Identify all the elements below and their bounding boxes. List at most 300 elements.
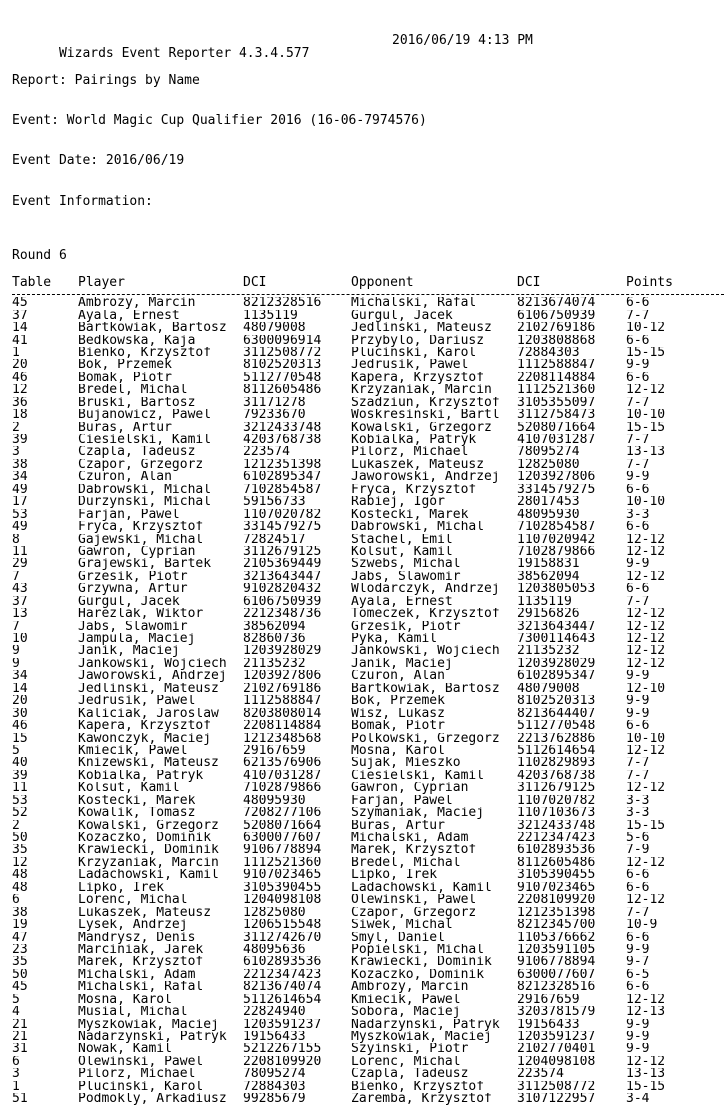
points: 13-13	[626, 1068, 666, 1081]
player-name: Musial, Michal	[78, 1006, 188, 1019]
points: 6-6	[626, 931, 650, 944]
player-dci: 3314579275	[243, 521, 322, 534]
opponent-name: Jaworowski, Andrzej	[351, 471, 500, 484]
points: 6-6	[626, 981, 650, 994]
table-number: 14	[12, 322, 28, 335]
points: 9-9	[626, 359, 650, 372]
column-header-opponent: Opponent	[351, 276, 414, 290]
player-dci: 48095636	[243, 943, 306, 957]
table-row	[12, 1093, 724, 1105]
player-name: Czapla, Tadeusz	[78, 446, 196, 459]
player-name: Farjan, Pawel	[78, 508, 180, 522]
table-number: 39	[12, 434, 28, 447]
opponent-name: Czuron, Alan	[351, 670, 445, 683]
table-row	[12, 894, 724, 906]
table-number: 20	[12, 359, 28, 372]
player-name: Grzesik, Piotr	[78, 570, 188, 584]
table-row	[12, 708, 724, 720]
opponent-name: Kmiecik, Pawel	[351, 993, 461, 1007]
player-dci: 5112770548	[243, 371, 322, 385]
table-number: 35	[12, 956, 28, 969]
player-dci: 2105369449	[243, 558, 322, 571]
player-name: Bedkowska, Kaja	[78, 334, 196, 347]
table-row	[12, 1081, 724, 1093]
points: 7-7	[626, 434, 650, 447]
points: 9-7	[626, 956, 650, 969]
player-dci: 4203768738	[243, 434, 322, 447]
player-dci: 7102879866	[243, 782, 322, 795]
opponent-dci: 6300077607	[517, 968, 596, 982]
opponent-name: Siwek, Michal	[351, 919, 453, 932]
opponent-dci: 8213674074	[517, 297, 596, 310]
points: 12-12	[626, 744, 666, 758]
opponent-name: Marek, Krzysztof	[351, 844, 477, 857]
opponent-name: Krawiecki, Dominik	[351, 956, 492, 969]
player-dci: 8112605486	[243, 384, 322, 397]
opponent-name: Kowalski, Grzegorz	[351, 421, 492, 435]
opponent-name: Krzyzaniak, Marcin	[351, 384, 492, 397]
opponent-dci: 9106778894	[517, 956, 596, 969]
points: 7-7	[626, 396, 650, 410]
table-number: 51	[12, 1093, 28, 1106]
points: 6-6	[626, 371, 650, 385]
report-header	[12, 7, 724, 235]
table-row	[12, 558, 724, 570]
opponent-name: Bomak, Piotr	[351, 720, 445, 733]
player-name: Dabrowski, Michal	[78, 483, 212, 497]
points: 12-12	[626, 782, 666, 795]
player-name: Kowalik, Tomasz	[78, 807, 196, 820]
table-number: 12	[12, 856, 28, 870]
opponent-name: Pyka, Kamil	[351, 633, 438, 646]
points: 7-9	[626, 844, 650, 857]
points: 10-10	[626, 496, 666, 509]
points: 12-10	[626, 682, 666, 696]
table-number: 17	[12, 496, 28, 509]
opponent-dci: 2208109920	[517, 894, 596, 907]
points: 9-9	[626, 695, 650, 708]
opponent-name: Janik, Maciej	[351, 657, 453, 671]
points: 15-15	[626, 421, 666, 435]
opponent-dci: 1135119	[517, 595, 572, 609]
player-dci: 8213674074	[243, 981, 322, 994]
points: 9-9	[626, 943, 650, 957]
pairings-report	[12, 7, 724, 1106]
table-number: 3	[12, 446, 20, 459]
opponent-name: Fryca, Krzysztof	[351, 483, 477, 497]
table-row	[12, 844, 724, 856]
table-row	[12, 1031, 724, 1043]
opponent-dci: 2208114884	[517, 371, 596, 385]
table-number: 19	[12, 919, 28, 932]
points: 6-6	[626, 881, 650, 895]
player-name: Plucinski, Karol	[78, 1080, 204, 1094]
player-name: Knizewski, Mateusz	[78, 757, 219, 770]
player-dci: 6300077607	[243, 832, 322, 845]
player-name: Krawiecki, Dominik	[78, 844, 219, 857]
player-name: Jedlinski, Mateusz	[78, 682, 219, 696]
opponent-dci: 4107031287	[517, 434, 596, 447]
opponent-dci: 8212328516	[517, 981, 596, 994]
player-dci: 59156733	[243, 496, 306, 509]
player-name: Janik, Maciej	[78, 645, 180, 658]
table-row	[12, 546, 724, 558]
opponent-name: Kapera, Krzysztof	[351, 371, 485, 385]
player-name: Ayala, Ernest	[78, 309, 180, 323]
table-number: 34	[12, 471, 28, 484]
table-row	[12, 1043, 724, 1055]
opponent-name: Ambrozy, Marcin	[351, 981, 469, 994]
opponent-name: Sujak, Mieszko	[351, 757, 461, 770]
table-row	[12, 981, 724, 993]
points: 9-9	[626, 670, 650, 683]
opponent-name: Gawron, Cyprian	[351, 782, 469, 795]
table-row	[12, 633, 724, 645]
opponent-dci: 1203591105	[517, 943, 596, 957]
column-headers	[12, 276, 724, 290]
table-row	[12, 521, 724, 533]
opponent-dci: 6106750939	[517, 309, 596, 323]
player-dci: 3213643447	[243, 570, 322, 584]
player-dci: 1206515548	[243, 919, 322, 932]
opponent-dci: 3112679125	[517, 782, 596, 795]
points: 13-13	[626, 446, 666, 459]
player-dci: 3212433748	[243, 421, 322, 435]
player-name: Krzyzaniak, Marcin	[78, 856, 219, 870]
opponent-name: Myszkowiak, Maciej	[351, 1031, 492, 1044]
points: 9-9	[626, 558, 650, 571]
opponent-dci: 5112614654	[517, 744, 596, 758]
opponent-dci: 1203805053	[517, 583, 596, 596]
table-number: 11	[12, 545, 28, 559]
points: 6-6	[626, 869, 650, 882]
table-row	[12, 670, 724, 682]
player-name: Grzywna, Artur	[78, 583, 188, 596]
player-name: Grajewski, Bartek	[78, 558, 212, 571]
table-number: 35	[12, 844, 28, 857]
opponent-name: Wlodarczyk, Andrzej	[351, 583, 500, 596]
table-number: 1	[12, 1080, 20, 1094]
column-header-dci: DCI	[243, 276, 267, 290]
points: 7-7	[626, 757, 650, 770]
player-name: Kowalski, Grzegorz	[78, 819, 219, 833]
table-number: 45	[12, 297, 28, 310]
player-name: Jankowski, Wojciech	[78, 657, 227, 671]
opponent-name: Woskresinski, Bartl	[351, 409, 500, 422]
opponent-dci: 9107023465	[517, 881, 596, 895]
player-dci: 1212348568	[243, 732, 322, 745]
table-number: 38	[12, 458, 28, 472]
opponent-dci: 1107020942	[517, 533, 596, 546]
points: 9-9	[626, 707, 650, 721]
table-row	[12, 335, 724, 347]
player-dci: 7208277106	[243, 807, 322, 820]
opponent-dci: 5208071664	[517, 421, 596, 435]
player-name: Kostecki, Marek	[78, 794, 196, 808]
event-name: Event: World Magic Cup Qualifier 2016 (16-06-7974576)	[12, 113, 427, 129]
opponent-dci: 1112521360	[517, 384, 596, 397]
opponent-dci: 1203927806	[517, 471, 596, 484]
table-number: 30	[12, 707, 28, 721]
player-name: Fryca, Krzysztof	[78, 521, 204, 534]
player-name: Bok, Przemek	[78, 359, 172, 372]
points: 7-7	[626, 309, 650, 323]
table-number: 3	[12, 1068, 20, 1081]
points: 9-9	[626, 1043, 650, 1056]
points: 12-12	[626, 993, 666, 1007]
points: 7-7	[626, 906, 650, 920]
points: 9-9	[626, 1018, 650, 1032]
opponent-dci: 2102770401	[517, 1043, 596, 1056]
player-dci: 9107023465	[243, 869, 322, 882]
event-information: Event Information:	[12, 193, 153, 209]
table-number: 50	[12, 832, 28, 845]
table-row	[12, 509, 724, 521]
player-name: Gajewski, Michal	[78, 533, 204, 546]
player-name: Kolsut, Kamil	[78, 782, 180, 795]
table-row	[12, 359, 724, 371]
opponent-dci: 78095274	[517, 446, 580, 459]
table-number: 21	[12, 1018, 28, 1032]
points: 15-15	[626, 1080, 666, 1094]
opponent-name: Mosna, Karol	[351, 744, 445, 758]
points: 12-12	[626, 545, 666, 559]
opponent-dci: 1112588847	[517, 359, 596, 372]
points: 12-13	[626, 1006, 666, 1019]
player-dci: 6300096914	[243, 334, 322, 347]
opponent-dci: 3213643447	[517, 620, 596, 634]
opponent-name: Szymaniak, Maciej	[351, 807, 485, 820]
player-name: Ladachowski, Kamil	[78, 869, 219, 882]
player-name: Pilorz, Michael	[78, 1068, 196, 1081]
points: 6-6	[626, 583, 650, 596]
player-dci: 2208114884	[243, 720, 322, 733]
points: 6-6	[626, 334, 650, 347]
opponent-name: Kozaczko, Dominik	[351, 968, 485, 982]
points: 15-15	[626, 819, 666, 833]
opponent-dci: 19158831	[517, 558, 580, 571]
table-row	[12, 384, 724, 396]
table-row	[12, 434, 724, 446]
table-number: 5	[12, 993, 20, 1007]
pairings-table	[12, 297, 724, 1105]
player-dci: 79233670	[243, 409, 306, 422]
points: 3-4	[626, 1093, 650, 1106]
opponent-dci: 2212347423	[517, 832, 596, 845]
opponent-dci: 1203928029	[517, 657, 596, 671]
table-row	[12, 608, 724, 620]
opponent-name: Lipko, Irek	[351, 869, 438, 882]
player-dci: 2208109920	[243, 1055, 322, 1069]
opponent-name: Polkowski, Grzegorz	[351, 732, 500, 745]
player-dci: 2212347423	[243, 968, 322, 982]
opponent-dci: 1203808868	[517, 334, 596, 347]
opponent-dci: 3105355097	[517, 396, 596, 410]
opponent-dci: 1107103673	[517, 807, 596, 820]
opponent-dci: 1105376662	[517, 931, 596, 944]
player-name: Nowak, Kamil	[78, 1043, 172, 1056]
table-number: 53	[12, 794, 28, 808]
table-row	[12, 534, 724, 546]
points: 12-12	[626, 657, 666, 671]
player-name: Kapera, Krzysztof	[78, 720, 212, 733]
player-dci: 3112679125	[243, 545, 322, 559]
opponent-dci: 3203781579	[517, 1006, 596, 1019]
table-row	[12, 322, 724, 334]
round-title: Round 6	[12, 247, 67, 263]
player-dci: 6213576906	[243, 757, 322, 770]
table-number: 31	[12, 1043, 28, 1056]
opponent-dci: 3112758473	[517, 409, 596, 422]
player-dci: 78095274	[243, 1068, 306, 1081]
table-number: 47	[12, 931, 28, 944]
points: 12-12	[626, 608, 666, 621]
opponent-name: Czapor, Grzegorz	[351, 906, 477, 920]
player-name: Olewinski, Pawel	[78, 1055, 204, 1069]
points: 3-3	[626, 807, 650, 820]
points: 12-12	[626, 633, 666, 646]
points: 10-10	[626, 409, 666, 422]
table-number: 20	[12, 695, 28, 708]
table-row	[12, 583, 724, 595]
table-row	[12, 683, 724, 695]
opponent-dci: 48079008	[517, 682, 580, 696]
player-dci: 1203927806	[243, 670, 322, 683]
table-row	[12, 571, 724, 583]
table-number: 4	[12, 1006, 20, 1019]
points: 12-12	[626, 570, 666, 584]
player-name: Bartkowiak, Bartosz	[78, 322, 227, 335]
table-number: 50	[12, 968, 28, 982]
player-dci: 48079008	[243, 322, 306, 335]
table-row	[12, 621, 724, 633]
points: 6-6	[626, 720, 650, 733]
opponent-name: Stachel, Emil	[351, 533, 453, 546]
points: 3-3	[626, 508, 650, 522]
opponent-name: Ladachowski, Kamil	[351, 881, 492, 895]
opponent-dci: 3105390455	[517, 869, 596, 882]
report-timestamp: 2016/06/19 4:13 PM	[392, 32, 533, 48]
player-dci: 5212267155	[243, 1043, 322, 1056]
opponent-dci: 48095930	[517, 508, 580, 522]
player-name: Michalski, Rafal	[78, 981, 204, 994]
opponent-dci: 1204098108	[517, 1055, 596, 1069]
table-row	[12, 807, 724, 819]
table-row	[12, 695, 724, 707]
points: 5-6	[626, 832, 650, 845]
player-dci: 1112588847	[243, 695, 322, 708]
opponent-dci: 2213762886	[517, 732, 596, 745]
table-number: 29	[12, 558, 28, 571]
table-number: 15	[12, 732, 28, 745]
table-row	[12, 907, 724, 919]
player-name: Harezlak, Wiktor	[78, 608, 204, 621]
table-number: 1	[12, 346, 20, 360]
opponent-name: Jankowski, Wojciech	[351, 645, 500, 658]
points: 10-9	[626, 919, 658, 932]
player-dci: 2212348736	[243, 608, 322, 621]
player-name: Marek, Krzysztof	[78, 956, 204, 969]
player-dci: 6102893536	[243, 956, 322, 969]
table-number: 8	[12, 533, 20, 546]
opponent-dci: 7300114643	[517, 633, 596, 646]
opponent-dci: 3112508772	[517, 1080, 596, 1094]
opponent-dci: 29167659	[517, 993, 580, 1007]
table-number: 5	[12, 744, 20, 758]
player-name: Mandrysz, Denis	[78, 931, 196, 944]
opponent-name: Przybylo, Dariusz	[351, 334, 485, 347]
player-dci: 3112742670	[243, 931, 322, 944]
player-name: Bruski, Bartosz	[78, 396, 196, 410]
table-row	[12, 446, 724, 458]
table-row	[12, 782, 724, 794]
points: 6-6	[626, 483, 650, 497]
player-dci: 31171278	[243, 396, 306, 410]
player-name: Kobialka, Patryk	[78, 769, 204, 783]
column-header-points: Points	[626, 276, 673, 290]
opponent-dci: 19156433	[517, 1018, 580, 1032]
opponent-name: Michalski, Adam	[351, 832, 469, 845]
points: 7-7	[626, 458, 650, 472]
opponent-name: Plucinski, Karol	[351, 346, 477, 360]
opponent-name: Ciesielski, Kamil	[351, 769, 485, 783]
points: 7-7	[626, 595, 650, 609]
table-row	[12, 932, 724, 944]
opponent-dci: 3314579275	[517, 483, 596, 497]
points: 12-12	[626, 894, 666, 907]
player-dci: 5208071664	[243, 819, 322, 833]
opponent-name: Buras, Artur	[351, 819, 445, 833]
table-row	[12, 484, 724, 496]
opponent-name: Jabs, Slawomir	[351, 570, 461, 584]
player-dci: 19156433	[243, 1031, 306, 1044]
player-dci: 1212351398	[243, 458, 322, 472]
opponent-dci: 3107122957	[517, 1093, 596, 1106]
opponent-name: Bienko, Krzysztof	[351, 1080, 485, 1094]
table-row	[12, 857, 724, 869]
player-dci: 3112508772	[243, 346, 322, 360]
points: 12-12	[626, 533, 666, 546]
table-number: 13	[12, 608, 28, 621]
table-number: 48	[12, 869, 28, 882]
opponent-name: Zaremba, Krzysztof	[351, 1093, 492, 1106]
opponent-dci: 6102895347	[517, 670, 596, 683]
points: 9-9	[626, 471, 650, 484]
table-row	[12, 832, 724, 844]
opponent-name: Jedrusik, Pawel	[351, 359, 469, 372]
player-dci: 9102820432	[243, 583, 322, 596]
table-row	[12, 409, 724, 421]
opponent-name: Szadziun, Krzysztof	[351, 396, 500, 410]
table-number: 7	[12, 620, 20, 634]
opponent-name: Bartkowiak, Bartosz	[351, 682, 500, 696]
table-number: 18	[12, 409, 28, 422]
player-name: Mosna, Karol	[78, 993, 172, 1007]
points: 6-5	[626, 968, 650, 982]
opponent-dci: 5112770548	[517, 720, 596, 733]
event-date: Event Date: 2016/06/19	[12, 153, 185, 169]
player-name: Michalski, Adam	[78, 968, 196, 982]
player-name: Lipko, Irek	[78, 881, 165, 895]
opponent-name: Ayala, Ernest	[351, 595, 453, 609]
table-row	[12, 944, 724, 956]
table-row	[12, 645, 724, 657]
player-name: Durzynski, Michal	[78, 496, 212, 509]
player-dci: 1203928029	[243, 645, 322, 658]
table-row	[12, 969, 724, 981]
player-name: Czapor, Grzegorz	[78, 458, 204, 472]
table-number: 41	[12, 334, 28, 347]
